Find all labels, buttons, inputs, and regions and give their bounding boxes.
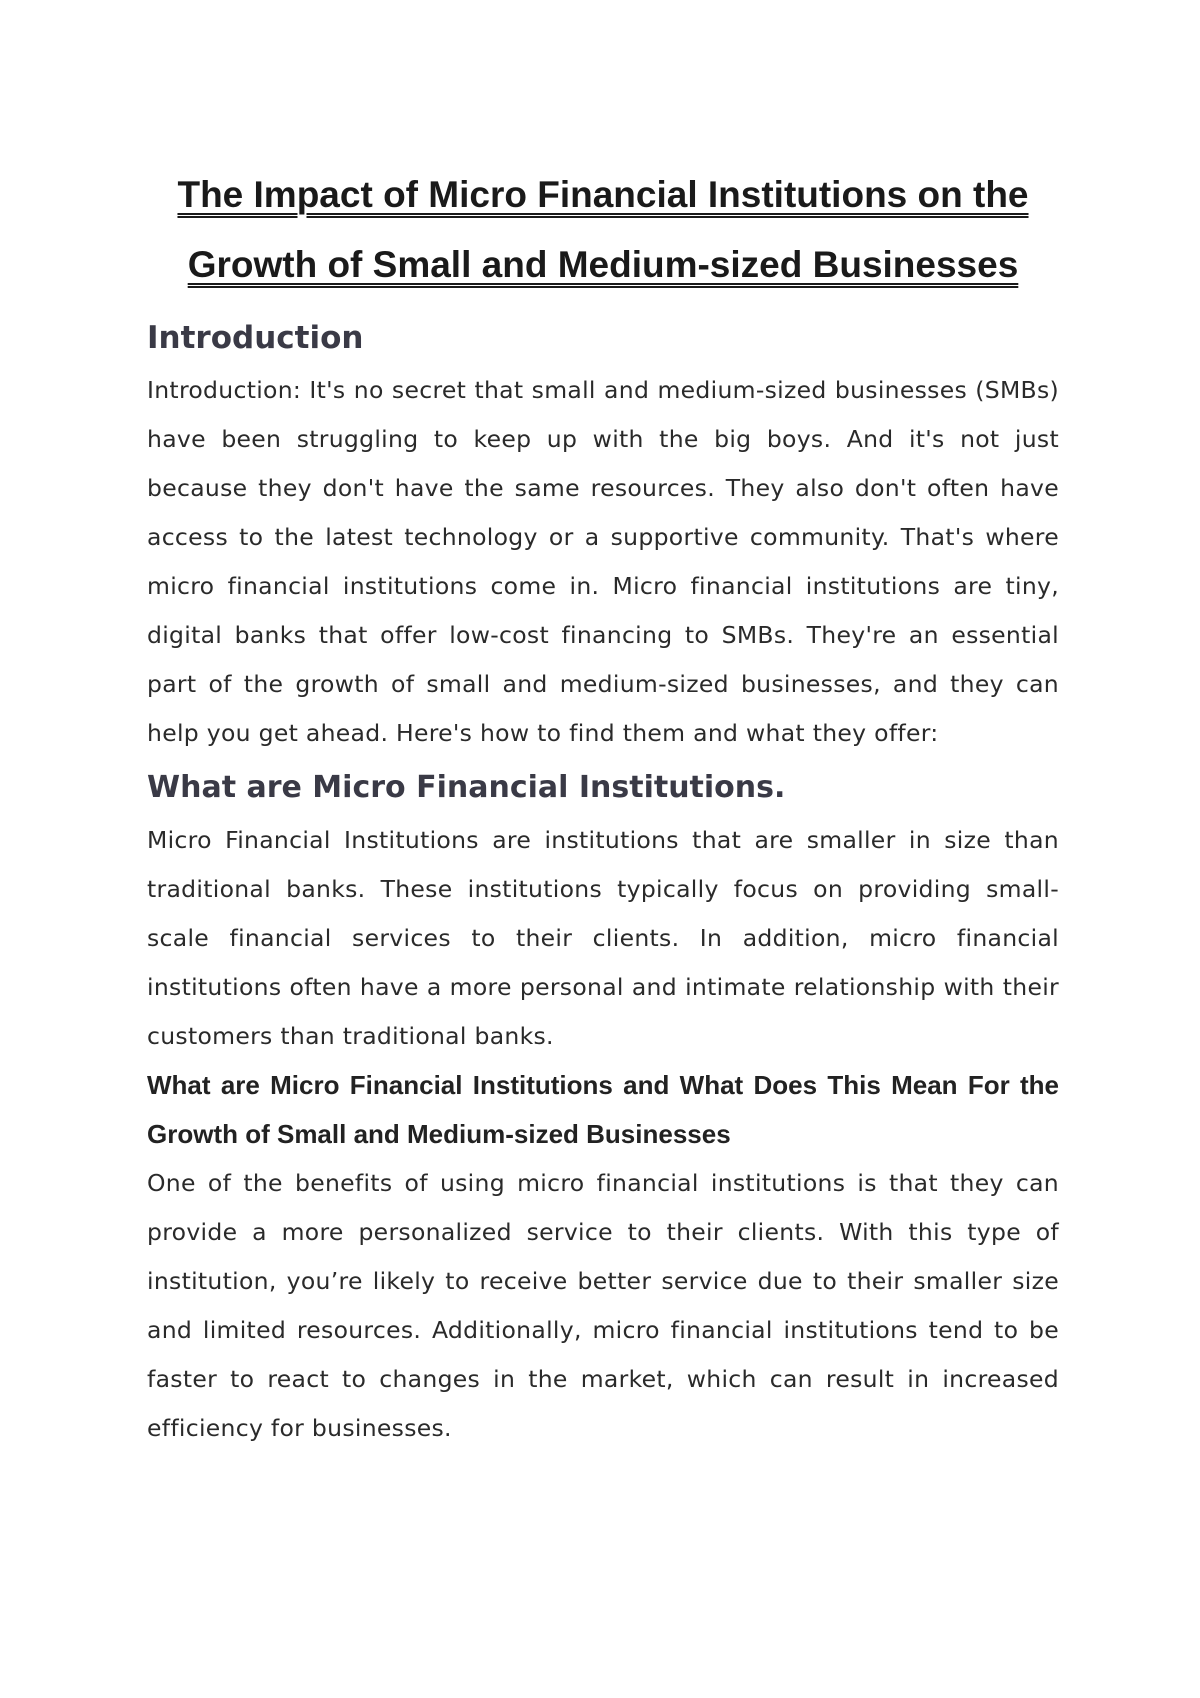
section-body-introduction: Introduction: It's no secret that small and medium-sized businesses (SMBs) have been struggling to keep up with the big boys. And it's not just because they don't have the same resources. They also don't often have access to the latest technology or a supportive community. That's where micro financial institutions come in. Micro financial institutions are tiny, digital banks that offer low-cost financing to SMBs. They're an essential part of the growth of small and medium-sized businesses, and they can help you get ahead. Here's how to find them and what they offer: bbox=[147, 376, 1059, 747]
document-page bbox=[147, 160, 1059, 1453]
document-title: The Impact of Micro Financial Institutions on the Growth of Small and Medium-sized Businesses bbox=[177, 174, 1029, 285]
section-heading-what-are-mfi: What are Micro Financial Institutions. bbox=[147, 770, 786, 805]
section-heading-introduction: Introduction bbox=[147, 320, 364, 356]
section-body-growth-meaning: One of the benefits of using micro financial institutions is that they can provide a more personalized service to their clients. With this type of institution, you’re likely to receive better service due to their smaller size and limited resources. Additionally, micro financial institutions tend to be faster to react to changes in the market, which can result in increased efficiency for businesses. bbox=[147, 1169, 1059, 1442]
section-heading-growth-meaning: What are Micro Financial Institutions and What Does This Mean For the Growth of Small and Medium-sized Businesses bbox=[147, 1070, 1059, 1149]
section-body-what-are-mfi: Micro Financial Institutions are institutions that are smaller in size than traditional banks. These institutions typically focus on providing small-scale financial services to their clients. In addition, micro financial institutions often have a more personal and intimate relationship with their customers than traditional banks. bbox=[147, 826, 1059, 1050]
